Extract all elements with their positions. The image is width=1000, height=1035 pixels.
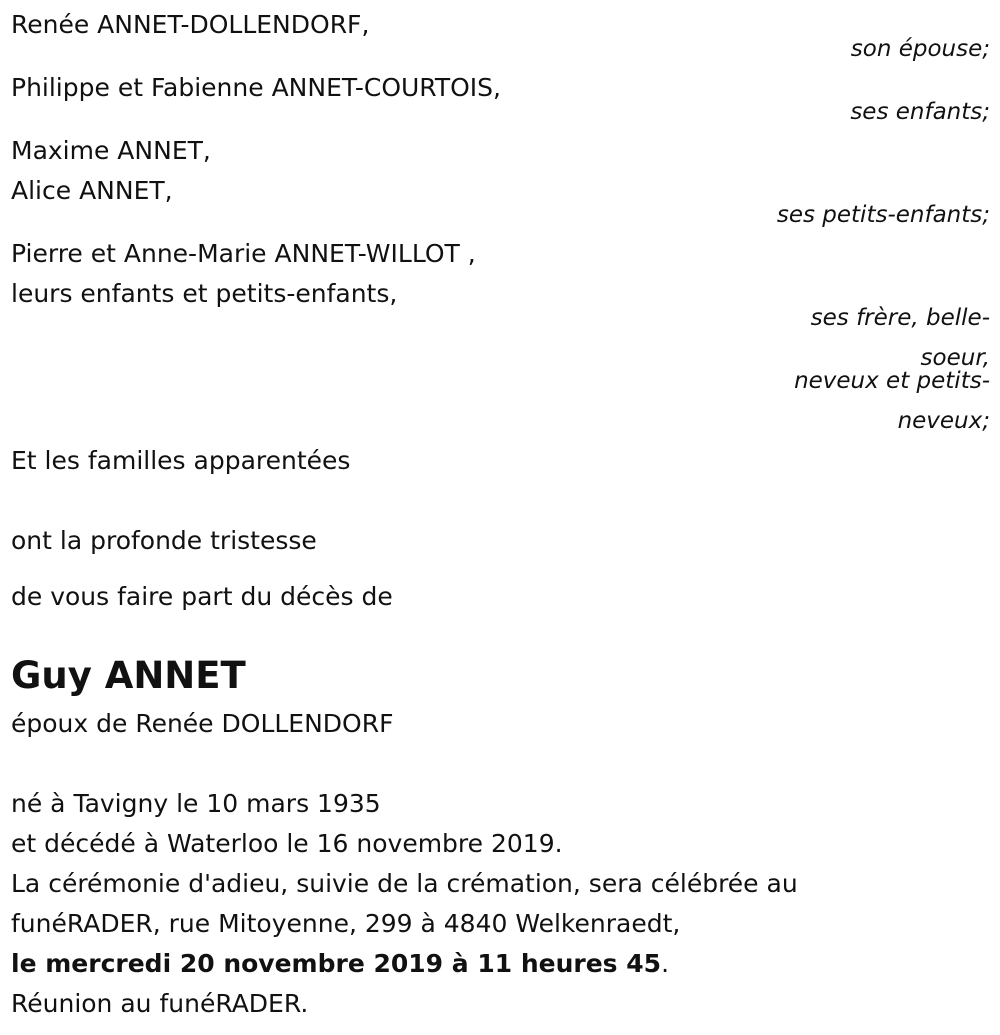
sibling-role-line: neveux et petits- bbox=[794, 368, 990, 394]
grandchild-name: Maxime ANNET, bbox=[11, 136, 211, 165]
grandchildren-role: ses petits-enfants; bbox=[776, 202, 990, 228]
deceased-spouse-of: époux de Renée DOLLENDORF bbox=[11, 709, 394, 738]
related-families: Et les familles apparentées bbox=[11, 446, 351, 475]
death-details: et décédé à Waterloo le 16 novembre 2019. bbox=[11, 829, 563, 858]
birth-details: né à Tavigny le 10 mars 1935 bbox=[11, 789, 381, 818]
grandchild-name: Alice ANNET, bbox=[11, 176, 173, 205]
venue-address: funéRADER, rue Mitoyenne, 299 à 4840 Welkenraedt, bbox=[11, 909, 681, 938]
sibling-names: Pierre et Anne-Marie ANNET-WILLOT , bbox=[11, 239, 476, 268]
sibling-role-line: soeur, bbox=[920, 345, 990, 371]
announcement-line: ont la profonde tristesse bbox=[11, 526, 317, 555]
deceased-name: Guy ANNET bbox=[11, 654, 246, 697]
ceremony-datetime-period: . bbox=[661, 949, 670, 978]
ceremony-datetime-bold: le mercredi 20 novembre 2019 à 11 heures 45 bbox=[11, 949, 662, 978]
reunion-details: Réunion au funéRADER. bbox=[11, 989, 309, 1018]
spouse-role: son épouse; bbox=[850, 36, 990, 62]
ceremony-datetime bbox=[11, 949, 669, 979]
announcement-line: de vous faire part du décès de bbox=[11, 582, 393, 611]
children-role: ses enfants; bbox=[850, 99, 990, 125]
sibling-role-line: ses frère, belle- bbox=[810, 305, 990, 331]
ceremony-details: La cérémonie d'adieu, suivie de la crémation, sera célébrée au bbox=[11, 869, 798, 898]
children-names: Philippe et Fabienne ANNET-COURTOIS, bbox=[11, 73, 501, 102]
sibling-role-line: neveux; bbox=[897, 408, 990, 434]
spouse-name: Renée ANNET-DOLLENDORF, bbox=[11, 10, 370, 39]
sibling-descendants: leurs enfants et petits-enfants, bbox=[11, 279, 398, 308]
